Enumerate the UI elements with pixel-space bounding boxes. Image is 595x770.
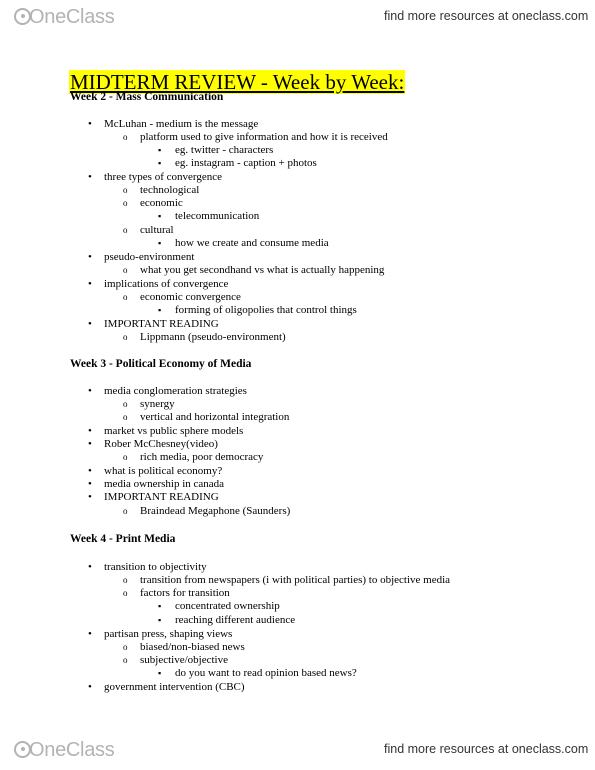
list-item: synergy bbox=[140, 398, 175, 410]
list-item: biased/non-biased news bbox=[140, 641, 245, 653]
bullet-icon bbox=[88, 171, 92, 184]
list-item: cultural bbox=[140, 224, 174, 236]
circle-bullet-icon bbox=[123, 505, 128, 518]
list-item: Lippmann (pseudo-environment) bbox=[140, 331, 286, 343]
list-item: economic convergence bbox=[140, 291, 241, 303]
bullet-icon bbox=[88, 478, 92, 491]
square-bullet-icon bbox=[158, 144, 161, 157]
circle-bullet-icon bbox=[123, 131, 128, 144]
bullet-icon bbox=[88, 561, 92, 574]
circle-bullet-icon bbox=[123, 587, 128, 600]
list-item: eg. instagram - caption + photos bbox=[175, 157, 317, 169]
bullet-icon bbox=[88, 278, 92, 291]
circle-bullet-icon bbox=[123, 411, 128, 424]
list-item: what is political economy? bbox=[104, 465, 223, 477]
list-item: transition to objectivity bbox=[104, 561, 207, 573]
list-item: McLuhan - medium is the message bbox=[104, 118, 259, 130]
square-bullet-icon bbox=[158, 614, 161, 627]
header-tagline[interactable]: find more resources at oneclass.com bbox=[384, 9, 589, 23]
bullet-icon bbox=[88, 438, 92, 451]
square-bullet-icon bbox=[158, 157, 161, 170]
circle-bullet-icon bbox=[123, 451, 128, 464]
circle-bullet-icon bbox=[123, 574, 128, 587]
logo-text-class: Class bbox=[65, 739, 115, 761]
circle-bullet-icon bbox=[123, 641, 128, 654]
bullet-icon bbox=[88, 118, 92, 131]
circle-bullet-icon bbox=[123, 197, 128, 210]
bullet-icon bbox=[88, 465, 92, 478]
list-item: platform used to give information and how it is received bbox=[140, 131, 388, 143]
week4-heading: Week 4 - Print Media bbox=[70, 533, 176, 545]
list-item: rich media, poor democracy bbox=[140, 451, 264, 463]
oneclass-logo-footer[interactable] bbox=[14, 739, 114, 762]
list-item: technological bbox=[140, 184, 200, 196]
square-bullet-icon bbox=[158, 304, 161, 317]
oneclass-o-icon bbox=[14, 8, 31, 25]
square-bullet-icon bbox=[158, 667, 161, 680]
list-item: subjective/objective bbox=[140, 654, 228, 666]
list-item: government intervention (CBC) bbox=[104, 681, 245, 693]
list-item: forming of oligopolies that control things bbox=[175, 304, 357, 316]
list-item: eg. twitter - characters bbox=[175, 144, 274, 156]
oneclass-o-icon bbox=[14, 741, 31, 758]
list-item: pseudo-environment bbox=[104, 251, 195, 263]
week2-heading: Week 2 - Mass Communication bbox=[70, 91, 224, 103]
list-item: market vs public sphere models bbox=[104, 425, 244, 437]
bullet-icon bbox=[88, 385, 92, 398]
circle-bullet-icon bbox=[123, 654, 128, 667]
list-item: do you want to read opinion based news? bbox=[175, 667, 357, 679]
list-item: economic bbox=[140, 197, 183, 209]
bullet-icon bbox=[88, 251, 92, 264]
logo-text-class: Class bbox=[65, 6, 115, 28]
bullet-icon bbox=[88, 681, 92, 694]
list-item: concentrated ownership bbox=[175, 600, 280, 612]
list-item: implications of convergence bbox=[104, 278, 229, 290]
bullet-icon bbox=[88, 628, 92, 641]
footer-tagline[interactable]: find more resources at oneclass.com bbox=[384, 742, 589, 756]
circle-bullet-icon bbox=[123, 331, 128, 344]
list-item: transition from newspapers (i with political parties) to objective media bbox=[140, 574, 451, 586]
bullet-icon bbox=[88, 491, 92, 504]
circle-bullet-icon bbox=[123, 184, 128, 197]
list-item: IMPORTANT READING bbox=[104, 491, 219, 503]
square-bullet-icon bbox=[158, 237, 161, 250]
oneclass-logo-header[interactable] bbox=[14, 6, 114, 29]
week3-heading: Week 3 - Political Economy of Media bbox=[70, 358, 252, 370]
list-item: how we create and consume media bbox=[175, 237, 329, 249]
circle-bullet-icon bbox=[123, 224, 128, 237]
list-item: Braindead Megaphone (Saunders) bbox=[140, 505, 291, 517]
list-item: what you get secondhand vs what is actually happening bbox=[140, 264, 385, 276]
list-item: three types of convergence bbox=[104, 171, 222, 183]
logo-text-one: One bbox=[29, 6, 66, 28]
list-item: Rober McChesney(video) bbox=[104, 438, 218, 450]
square-bullet-icon bbox=[158, 600, 161, 613]
list-item: reaching different audience bbox=[175, 614, 296, 626]
list-item: partisan press, shaping views bbox=[104, 628, 233, 640]
list-item: vertical and horizontal integration bbox=[140, 411, 290, 423]
circle-bullet-icon bbox=[123, 291, 128, 304]
logo-text-one: One bbox=[29, 739, 66, 761]
circle-bullet-icon bbox=[123, 264, 128, 277]
list-item: media ownership in canada bbox=[104, 478, 225, 490]
list-item: IMPORTANT READING bbox=[104, 318, 219, 330]
bullet-icon bbox=[88, 318, 92, 331]
page-title: MIDTERM REVIEW - Week by Week: bbox=[70, 70, 405, 94]
list-item: factors for transition bbox=[140, 587, 230, 599]
square-bullet-icon bbox=[158, 210, 161, 223]
list-item: media conglomeration strategies bbox=[104, 385, 247, 397]
bullet-icon bbox=[88, 425, 92, 438]
circle-bullet-icon bbox=[123, 398, 128, 411]
list-item: telecommunication bbox=[175, 210, 260, 222]
